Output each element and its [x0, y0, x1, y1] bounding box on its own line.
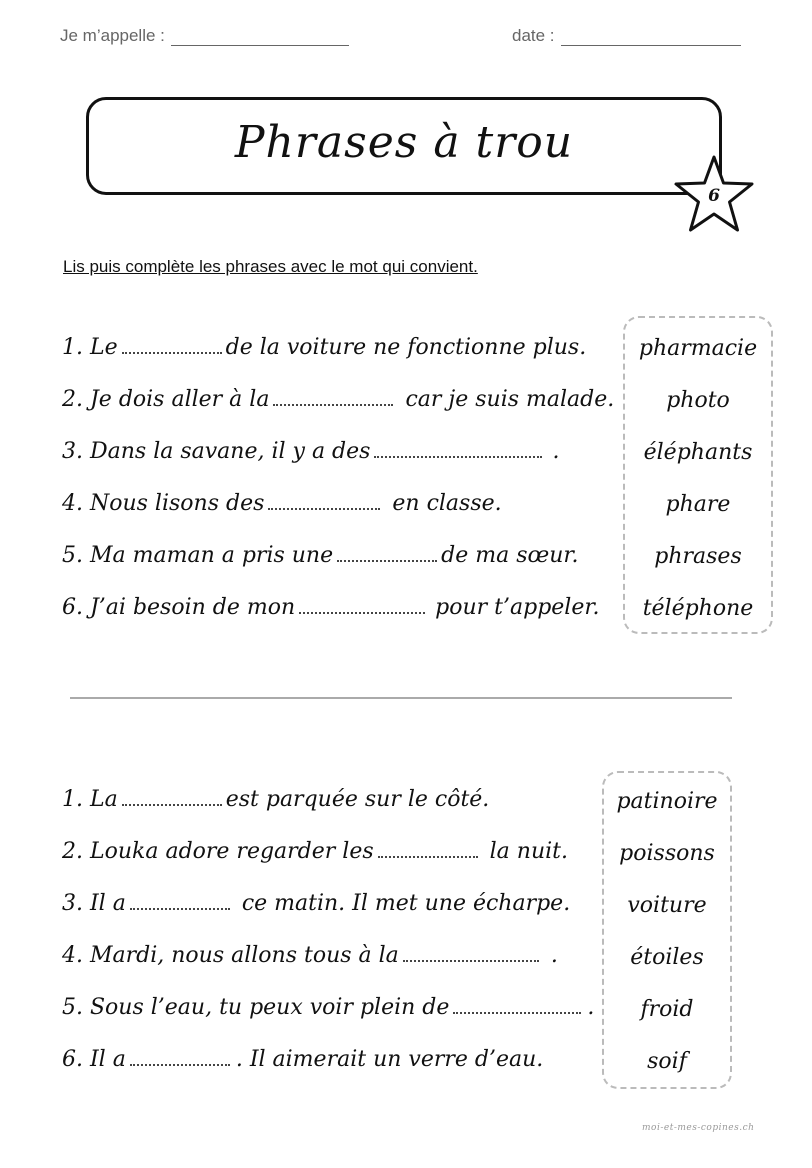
- section-divider: [70, 697, 732, 699]
- blank-dots: [273, 404, 393, 406]
- sentence-text: .: [552, 439, 560, 464]
- sentence-item: [62, 1042, 594, 1094]
- word-bank-item: phrases: [654, 544, 742, 569]
- blank-dots: [122, 804, 222, 806]
- sentence-list-2: [62, 782, 594, 1094]
- date-label: date :: [512, 26, 555, 45]
- sentence-item: [62, 434, 614, 486]
- sentence-item: [62, 538, 614, 590]
- blank-dots: [453, 1012, 581, 1014]
- level-badge: [672, 154, 756, 234]
- word-bank-item: pharmacie: [638, 336, 758, 361]
- sentence-text: 5. Sous l’eau, tu peux voir plein de: [62, 995, 450, 1020]
- name-blank-line: [171, 31, 349, 46]
- word-bank-item: photo: [666, 388, 730, 413]
- sentence-text: . Il aimerait un verre d’eau.: [235, 1047, 544, 1072]
- sentence-text: 3. Il a: [62, 891, 126, 916]
- title-box: [86, 97, 722, 195]
- sentence-text: 6. J’ai besoin de mon: [62, 595, 296, 620]
- blank-dots: [130, 908, 230, 910]
- word-bank-item: voiture: [627, 893, 707, 918]
- name-label: Je m’appelle :: [60, 26, 165, 45]
- blank-dots: [374, 456, 542, 458]
- sentence-list-1: [62, 330, 614, 642]
- sentence-text: 3. Dans la savane, il y a des: [62, 439, 371, 464]
- page-title: Phrases à trou: [234, 116, 574, 168]
- sentence-text: la nuit.: [489, 839, 568, 864]
- sentence-text: 1. La: [62, 787, 118, 812]
- sentence-text: 2. Je dois aller à la: [62, 387, 270, 412]
- word-bank-item: étoiles: [630, 945, 704, 970]
- name-field: [60, 26, 349, 46]
- level-number: 6: [708, 186, 720, 206]
- sentence-item: [62, 938, 594, 990]
- sentence-item: [62, 990, 594, 1042]
- sentence-text: .: [587, 995, 595, 1020]
- sentence-text: en classe.: [392, 491, 502, 516]
- sentence-text: 6. Il a: [62, 1047, 126, 1072]
- sentence-text: 5. Ma maman a pris une: [62, 543, 334, 568]
- word-bank-item: éléphants: [643, 440, 753, 465]
- sentence-item: [62, 782, 594, 834]
- sentence-item: [62, 590, 614, 642]
- blank-dots: [337, 560, 437, 562]
- blank-dots: [122, 352, 222, 354]
- sentence-text: 4. Nous lisons des: [62, 491, 265, 516]
- word-bank-item: patinoire: [616, 789, 718, 814]
- date-field: [512, 26, 741, 46]
- sentence-text: 4. Mardi, nous allons tous à la: [62, 943, 399, 968]
- word-bank-1: [623, 316, 773, 634]
- sentence-text: pour t’appeler.: [435, 595, 600, 620]
- sentence-item: [62, 382, 614, 434]
- sentence-text: .: [550, 943, 558, 968]
- sentence-text: de la voiture ne fonctionne plus.: [225, 335, 587, 360]
- sentence-item: [62, 886, 594, 938]
- sentence-item: [62, 486, 614, 538]
- word-bank-item: phare: [665, 492, 731, 517]
- blank-dots: [299, 612, 425, 614]
- blank-dots: [378, 856, 478, 858]
- footer-credit: moi-et-mes-copines.ch: [642, 1123, 755, 1133]
- sentence-text: est parquée sur le côté.: [225, 787, 490, 812]
- sentence-text: 2. Louka adore regarder les: [62, 839, 374, 864]
- sentence-item: [62, 834, 594, 886]
- sentence-text: de ma sœur.: [441, 543, 579, 568]
- word-bank-item: froid: [640, 997, 694, 1022]
- sentence-item: [62, 330, 614, 382]
- word-bank-2: [602, 771, 732, 1089]
- word-bank-item: téléphone: [642, 596, 754, 621]
- date-blank-line: [561, 31, 741, 46]
- blank-dots: [268, 508, 380, 510]
- sentence-text: 1. Le: [62, 335, 118, 360]
- blank-dots: [130, 1064, 230, 1066]
- word-bank-item: poissons: [619, 841, 715, 866]
- sentence-text: ce matin. Il met une écharpe.: [241, 891, 571, 916]
- instruction: Lis puis complète les phrases avec le mot qui convient.: [63, 257, 478, 276]
- word-bank-item: soif: [647, 1049, 687, 1074]
- sentence-text: car je suis malade.: [405, 387, 615, 412]
- blank-dots: [403, 960, 539, 962]
